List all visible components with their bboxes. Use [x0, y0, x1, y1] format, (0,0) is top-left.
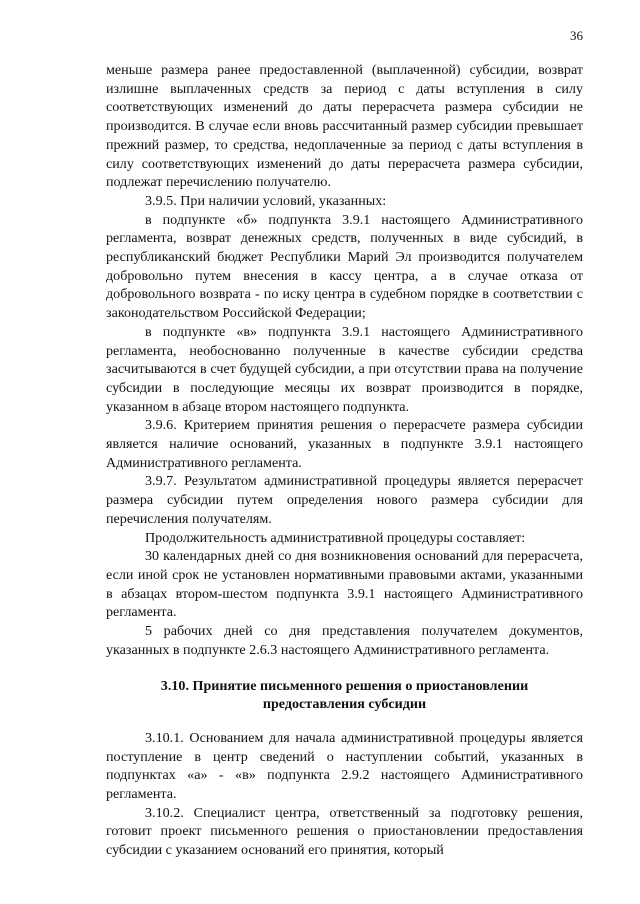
- paragraph: 5 рабочих дней со дня представления получателем документов, указанных в подпункте 2.6.3 настоящего Административного регламента.: [106, 623, 583, 658]
- paragraph: 3.9.6. Критерием принятия решения о перерасчете размера субсидии является наличие оснований, указанных в подпункте 3.9.1 настоящего Административного регламента.: [106, 417, 583, 471]
- section-heading: 3.10. Принятие письменного решения о приостановлении предоставления субсидии: [160, 677, 529, 713]
- paragraph: в подпункте «б» подпункта 3.9.1 настоящего Административного регламента, возврат денежных средств, полученных в виде субсидий, в республиканский бюджет Республики Марий Эл производится получателем добровольно путем внесения в кассу центра, а в случае отказа от добровольного возврата - по иску центра в судебном порядке в соответствии с законодательством Российской Федерации;: [106, 211, 583, 322]
- paragraphs-before: [106, 61, 583, 660]
- document-body: [106, 61, 583, 860]
- paragraph: меньше размера ранее предоставленной (выплаченной) субсидии, возврат излишне выплаченных средств за период с даты вступления в силу соответствующих изменений до даты перерасчета размера субсидии не производится. В случае если вновь рассчитанный размер субсидии превышает прежний размер, то средства, недоплаченные за период с даты вступления в силу соответствующих изменений до даты перерасчета размера субсидии, подлежат перечислению получателю.: [106, 62, 583, 191]
- page-number: 36: [570, 28, 583, 43]
- paragraph: 3.9.7. Результатом административной процедуры является перерасчет размера субсидии путем определения нового размера субсидии для перечисления получателям.: [106, 473, 583, 527]
- paragraph: 3.10.1. Основанием для начала административной процедуры является поступление в центр сведений о наступлении событий, указанных в подпунктах «а» - «в» подпункта 2.9.2 настоящего Административного регламента.: [106, 729, 583, 803]
- paragraphs-after: [106, 729, 583, 860]
- paragraph: Продолжительность административной процедуры составляет:: [145, 529, 526, 546]
- paragraph: 3.10.2. Специалист центра, ответственный за подготовку решения, готовит проект письменного решения о приостановлении предоставления субсидии с указанием оснований его принятия, который: [106, 804, 583, 859]
- paragraph: 30 календарных дней со дня возникновения оснований для перерасчета, если иной срок не установлен нормативными правовыми актами, указанными в абзацах втором-шестом подпункта 3.9.1 настоящего Административного регламента.: [106, 548, 583, 621]
- paragraph: 3.9.5. При наличии условий, указанных:: [145, 192, 387, 209]
- paragraph: в подпункте «в» подпункта 3.9.1 настоящего Административного регламента, необоснованно полученные в качестве субсидии средства засчитываются в счет будущей субсидии, а при отсутствии права на получение субсидии в последующие месяцы их возврат производится в порядке, указанном в абзаце втором настоящего подпункта.: [106, 323, 583, 415]
